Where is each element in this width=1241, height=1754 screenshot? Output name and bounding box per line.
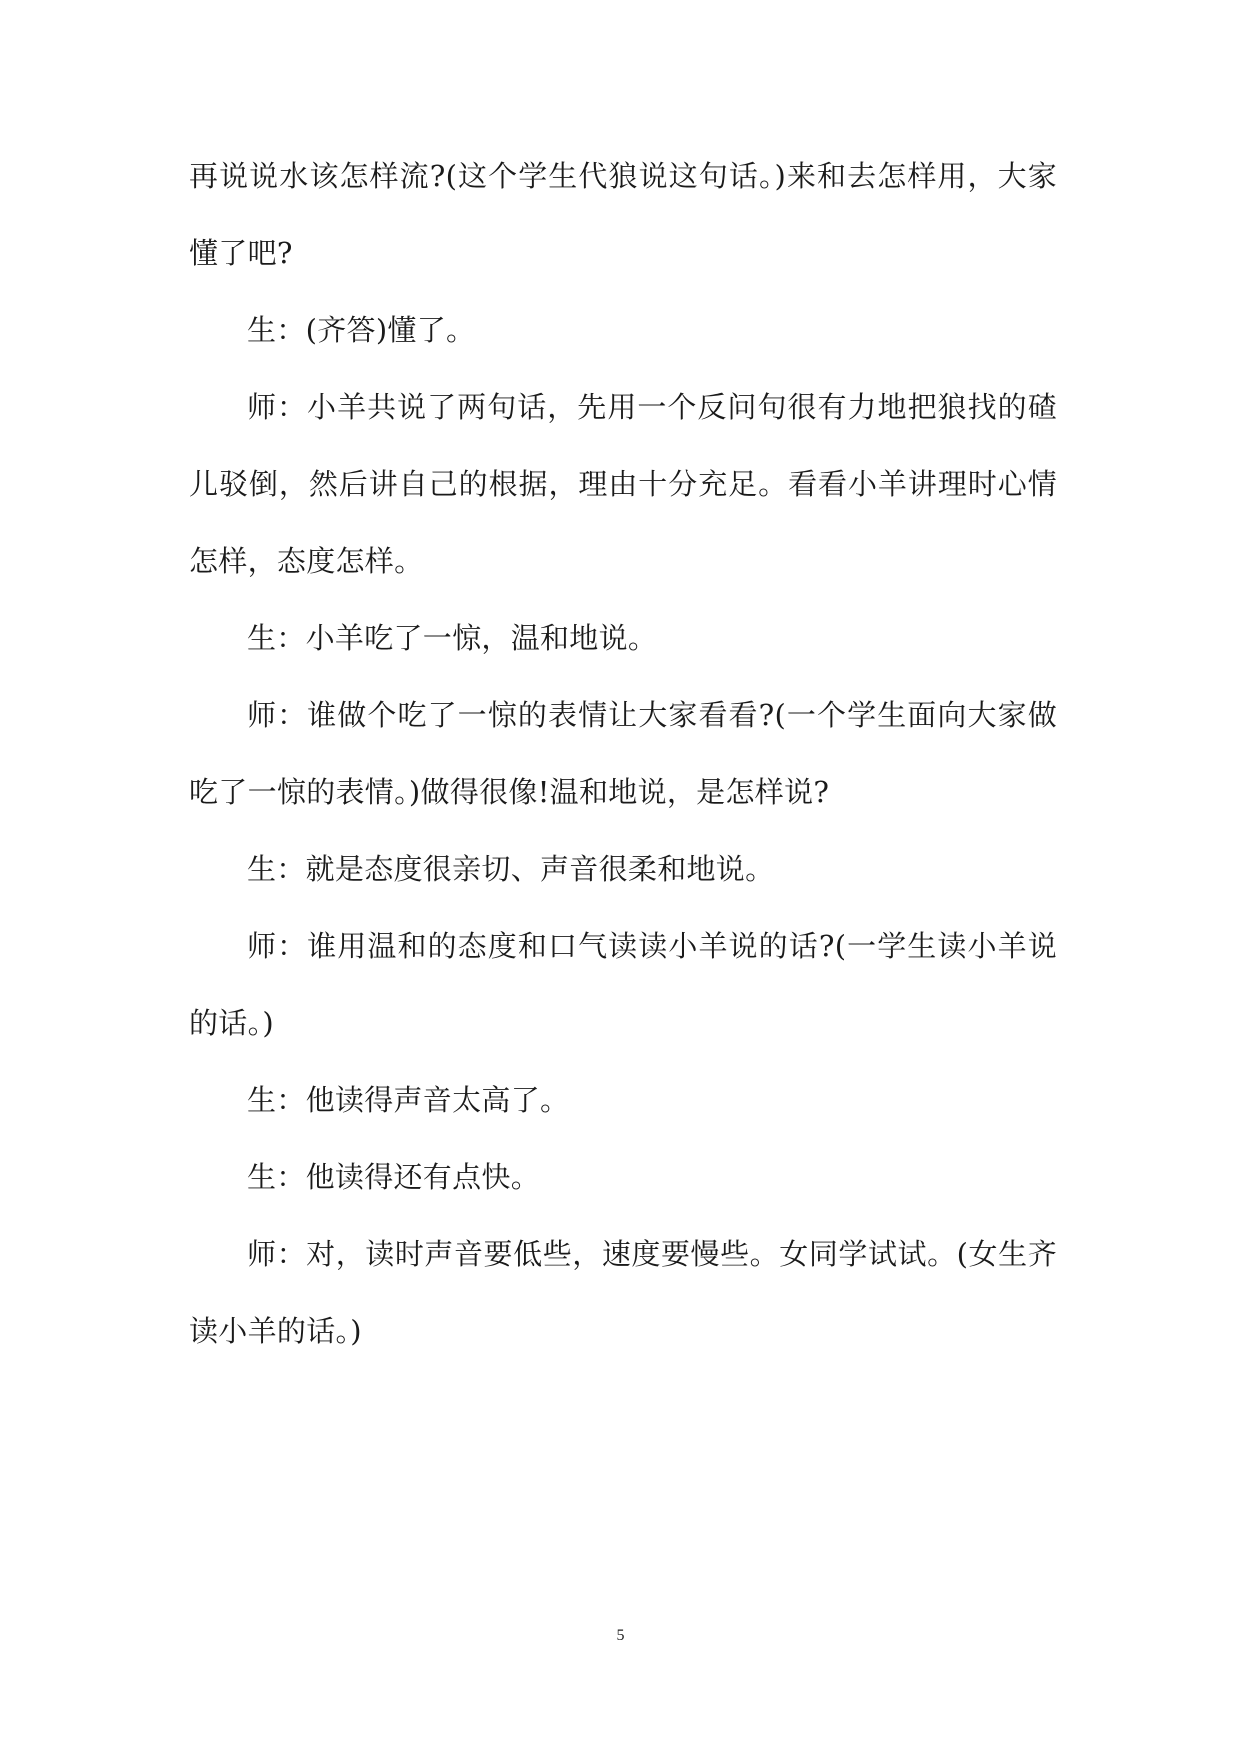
document-body xyxy=(189,138,1057,1370)
paragraph: 师：谁做个吃了一惊的表情让大家看看?(一个学生面向大家做吃了一惊的表情。)做得很像!温和地说，是怎样说? xyxy=(189,698,1057,809)
paragraph: 生：就是态度很亲切、声音很柔和地说。 xyxy=(247,852,775,886)
page-number: 5 xyxy=(616,1627,625,1644)
paragraph: 生：他读得声音太高了。 xyxy=(247,1083,570,1117)
paragraph: 师：对，读时声音要低些，速度要慢些。女同学试试。(女生齐读小羊的话。) xyxy=(189,1237,1057,1348)
paragraph: 生：小羊吃了一惊，温和地说。 xyxy=(247,621,658,655)
paragraph: 生：(齐答)懂了。 xyxy=(247,313,476,347)
paragraph: 生：他读得还有点快。 xyxy=(247,1160,541,1194)
paragraph: 再说说水该怎样流?(这个学生代狼说这句话。)来和去怎样用，大家懂了吧? xyxy=(189,159,1057,270)
paragraph: 师：谁用温和的态度和口气读读小羊说的话?(一学生读小羊说的话。) xyxy=(189,929,1057,1040)
paragraph: 师：小羊共说了两句话，先用一个反问句很有力地把狼找的碴儿驳倒，然后讲自己的根据，理由十分充足。看看小羊讲理时心情怎样，态度怎样。 xyxy=(189,390,1057,578)
